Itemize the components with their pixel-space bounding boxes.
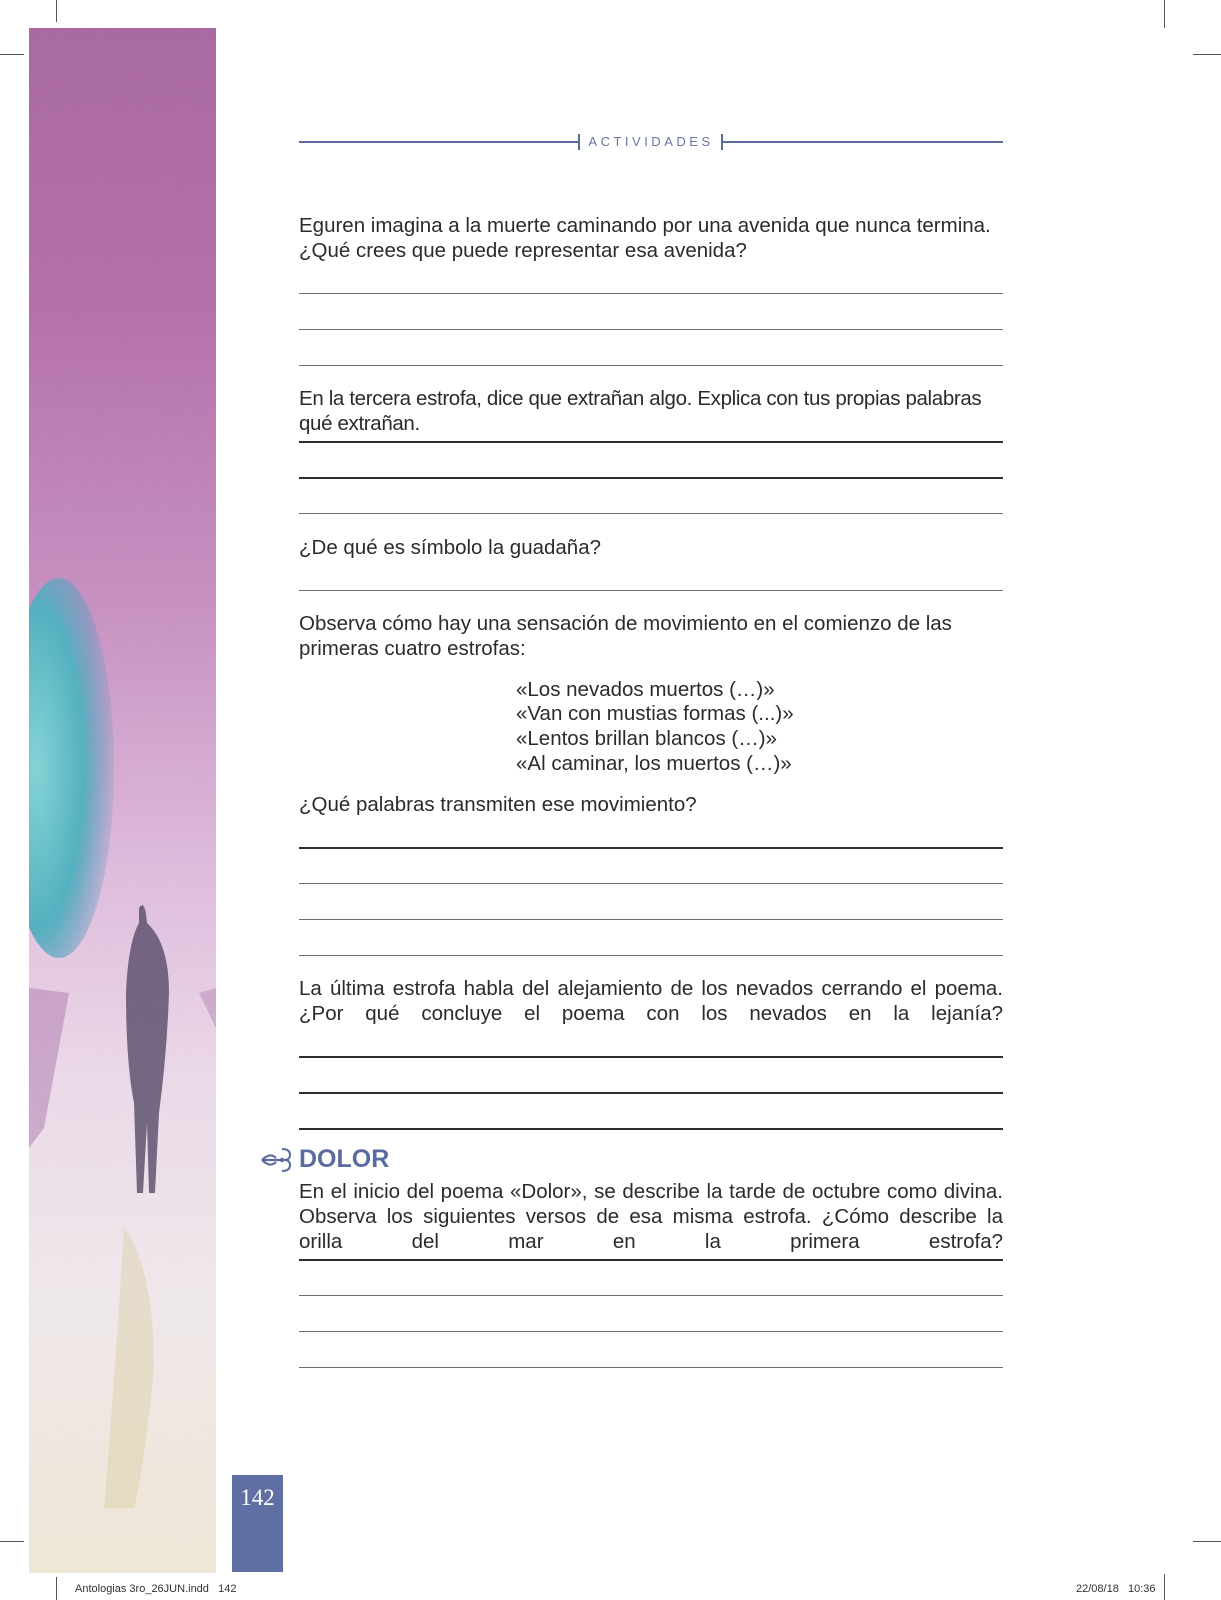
verse-line: «Lentos brillan blancos (…)» [516, 727, 777, 750]
footer-file-slug: Antologias 3ro_26JUN.indd 142 [75, 1583, 237, 1595]
answer-line[interactable] [299, 329, 1003, 330]
answer-line[interactable] [299, 1056, 1003, 1058]
header-tick-left [578, 134, 580, 150]
crop-mark [1193, 1541, 1221, 1542]
footer-date-slug: 22/08/18 10:36 [1076, 1583, 1156, 1595]
crop-mark [1164, 0, 1165, 28]
question-2: En la tercera estrofa, dice que extrañan algo. Explica con tus propias palabras qué extrañan. [299, 387, 982, 435]
verse-line: «Los nevados muertos (…)» [516, 678, 775, 701]
crop-mark [1193, 54, 1221, 55]
page-number: 142 [240, 1485, 275, 1510]
question-4-intro: Observa cómo hay una sensación de movimiento en el comienzo de las primeras cuatro estrofas: [299, 612, 952, 660]
answer-line[interactable] [299, 919, 1003, 920]
answer-line[interactable] [299, 847, 1003, 849]
verse-line: «Al caminar, los muertos (…)» [516, 752, 792, 775]
answer-line[interactable] [299, 1128, 1003, 1130]
answer-line[interactable] [299, 1092, 1003, 1094]
answer-line[interactable] [299, 1259, 1003, 1261]
verse-line: «Van con mustias formas (...)» [516, 702, 794, 725]
answer-line[interactable] [299, 1367, 1003, 1368]
question-1: Eguren imagina a la muerte caminando por una avenida que nunca termina. ¿Qué crees que puede representar esa avenida? [299, 214, 991, 262]
header-rule-right [723, 141, 1003, 143]
answer-line[interactable] [299, 1331, 1003, 1332]
question-4: ¿Qué palabras transmiten ese movimiento? [299, 793, 697, 816]
illustration-strip [29, 28, 216, 1573]
ornament-icon [260, 1145, 294, 1175]
crop-mark [1164, 1574, 1165, 1600]
answer-line[interactable] [299, 441, 1003, 443]
crop-mark [56, 0, 57, 22]
section-question: En el inicio del poema «Dolor», se describe la tarde de octubre como divina. Observa los siguientes versos de esa misma estrofa. ¿Cómo describe la orilla del mar en la primera estrofa? [299, 1180, 1003, 1253]
answer-line[interactable] [299, 513, 1003, 514]
question-5: La última estrofa habla del alejamiento de los nevados cerrando el poema. ¿Por qué concluye el poema con los nevados en la lejanía? [299, 977, 1003, 1025]
answer-line[interactable] [299, 1295, 1003, 1296]
answer-line[interactable] [299, 477, 1003, 479]
crop-mark [0, 1541, 24, 1542]
answer-line[interactable] [299, 365, 1003, 366]
page-number-tab [232, 1475, 283, 1572]
answer-line[interactable] [299, 590, 1003, 591]
question-3: ¿De qué es símbolo la guadaña? [299, 536, 602, 559]
answer-line[interactable] [299, 883, 1003, 884]
header-rule-left [299, 141, 579, 143]
answer-line[interactable] [299, 955, 1003, 956]
section-title: DOLOR [299, 1145, 390, 1173]
section-header-title: ACTIVIDADES [588, 134, 714, 149]
crop-mark [0, 54, 24, 55]
crop-mark [56, 1577, 57, 1600]
answer-line[interactable] [299, 293, 1003, 294]
